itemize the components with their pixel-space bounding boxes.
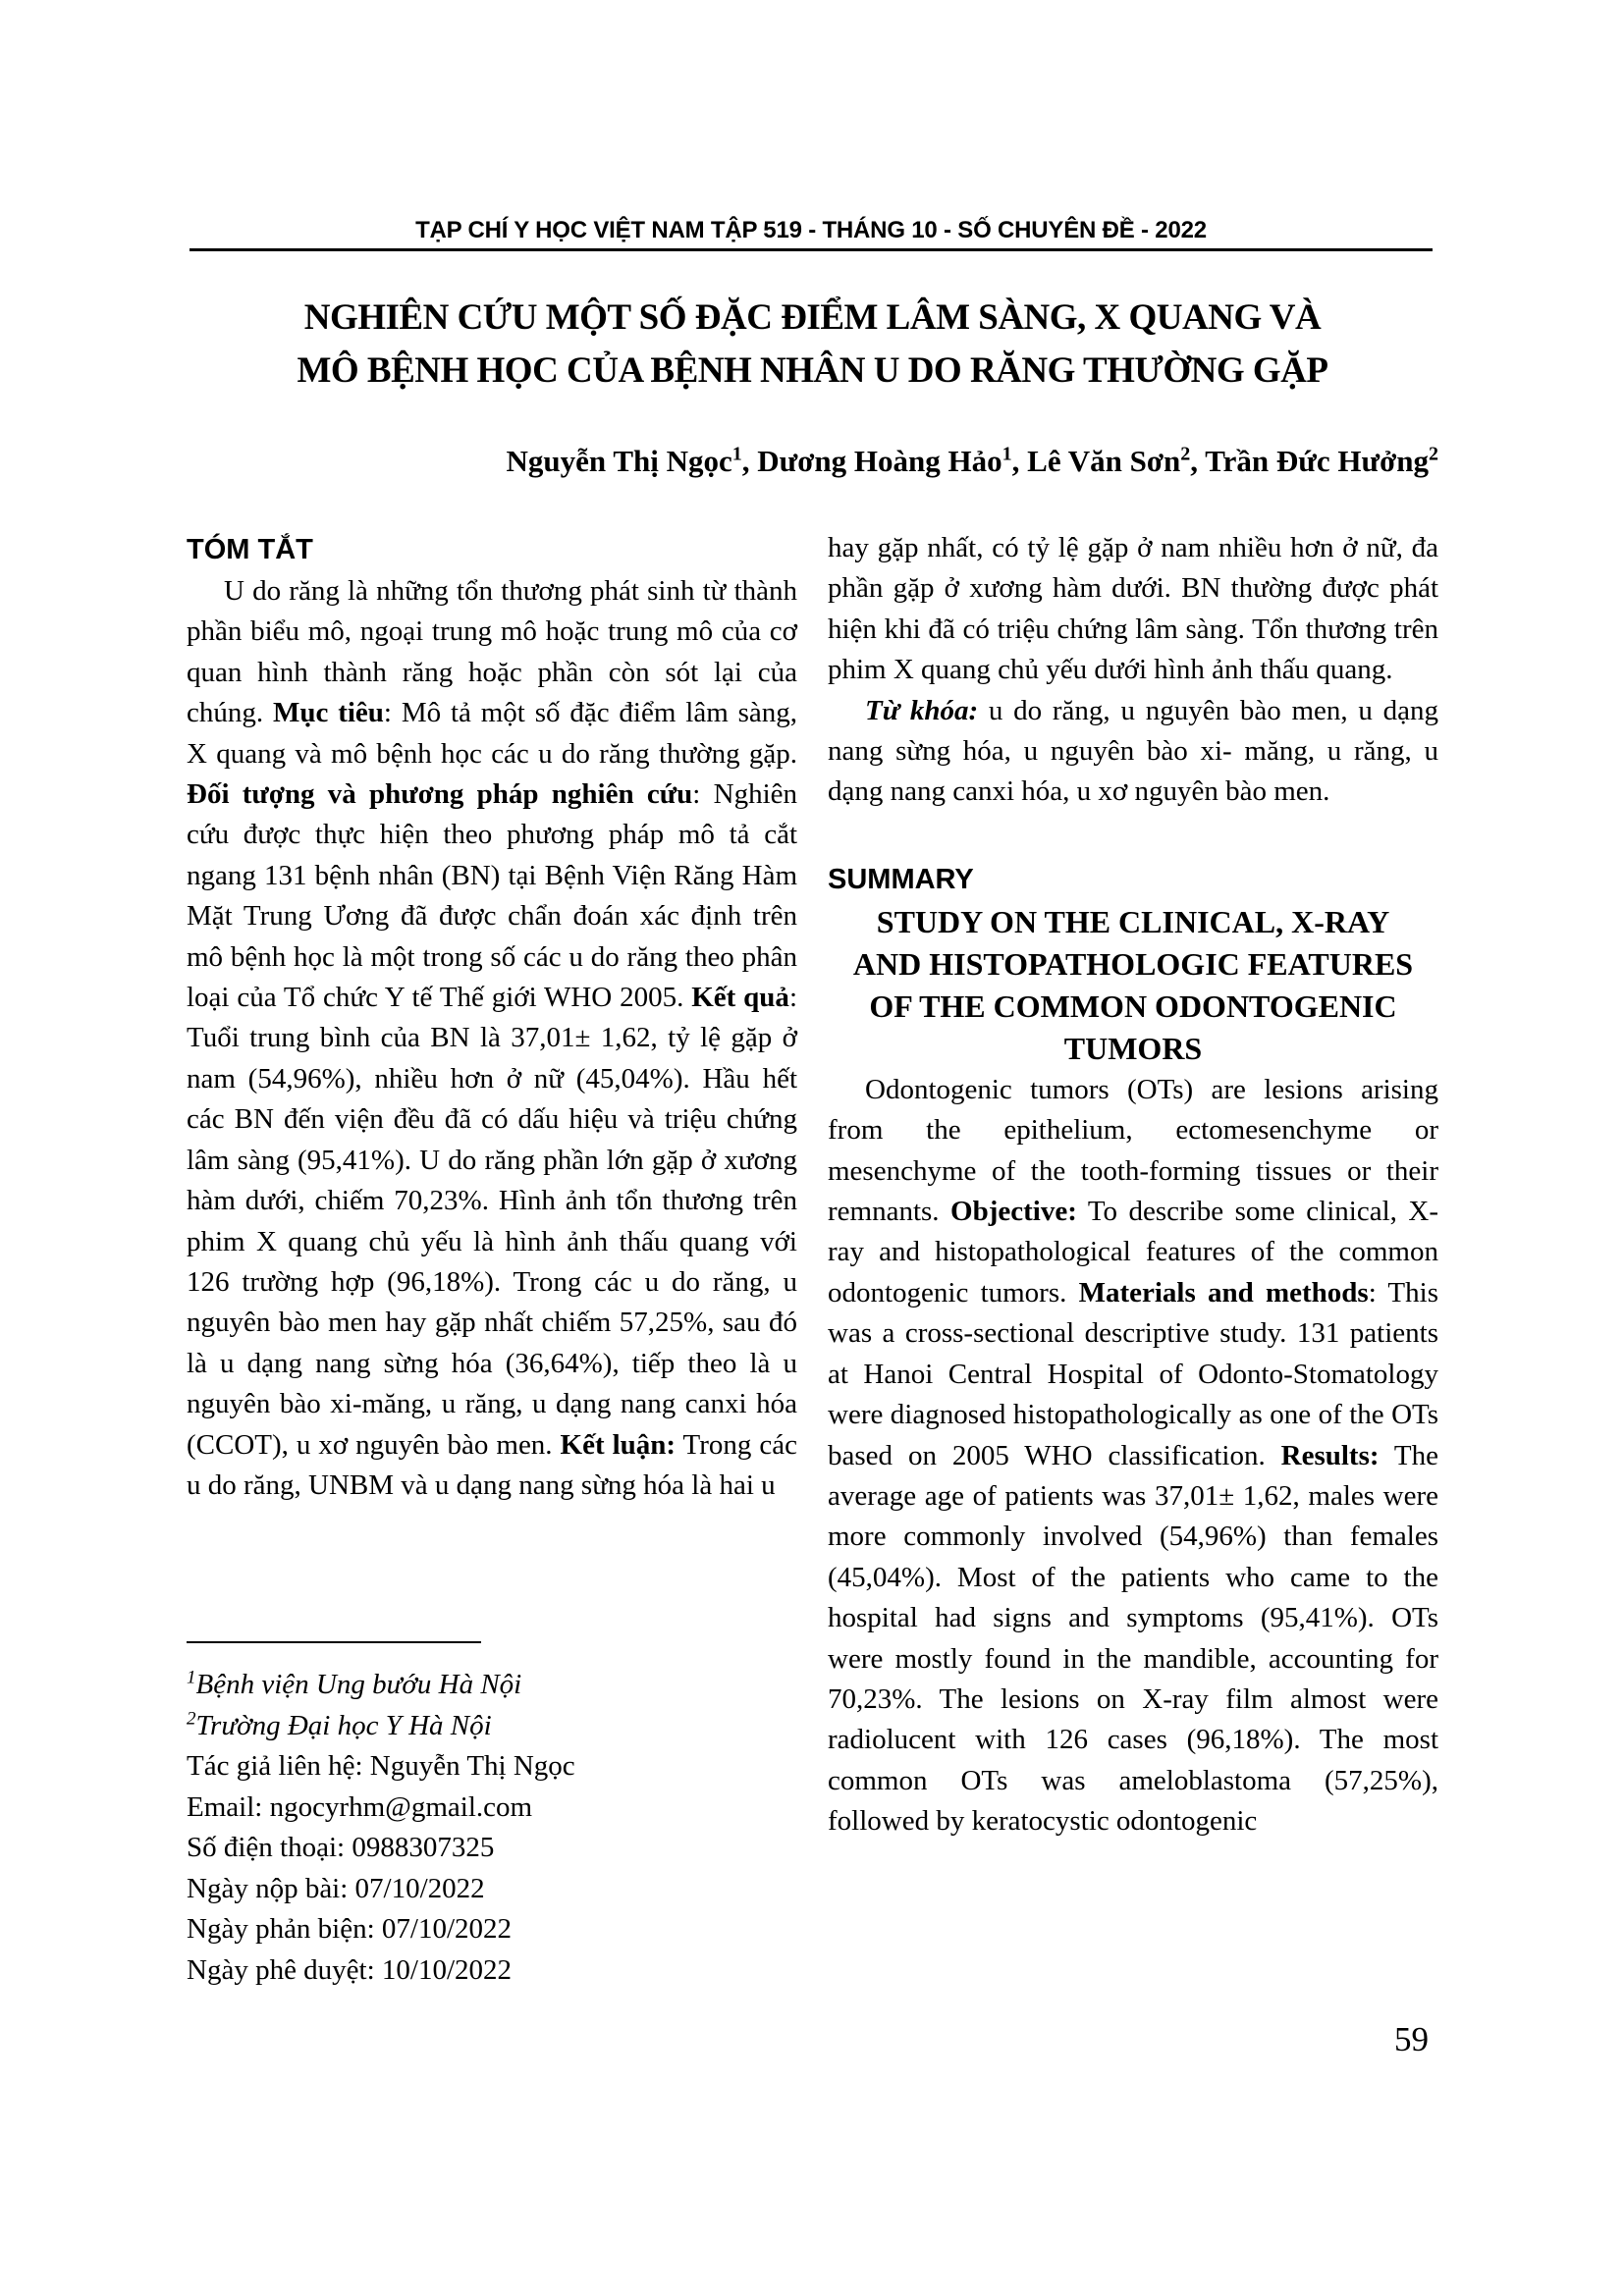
author-affiliation-ref: 1 (731, 443, 742, 465)
footnote-line: Số điện thoại: 0988307325 (187, 1832, 495, 1863)
summary-title-line-4: TUMORS (1063, 1030, 1203, 1066)
summary-title-line-3: OF THE COMMON ODONTOGENIC (869, 988, 1397, 1024)
text-segment: To describe some clinical, X-ray and histopathological features of the common odontogenic tumors. (828, 1196, 1438, 1308)
summary-column (828, 528, 1438, 1842)
author-name: Dương Hoàng Hảo (757, 444, 1002, 478)
summary-text (828, 1070, 1438, 1842)
journal-header: TẠP CHÍ Y HỌC VIỆT NAM TẬP 519 - THÁNG 10 - SỐ CHUYÊN ĐỀ - 2022 (189, 217, 1433, 251)
text-segment: : This was a cross-sectional descriptive study. 131 patients at Hanoi Central Hospital of Odonto-Stomatology were diagnosed histopathologically as one of the OTs based on 2005 WHO classification. (828, 1276, 1438, 1471)
footnote-ref: 2 (187, 1707, 196, 1729)
footnotes-block (187, 1641, 797, 1991)
text-segment: : Nghiên cứu được thực hiện theo phương pháp mô tả cắt ngang 131 bệnh nhân (BN) tại Bệnh Viện Răng Hàm Mặt Trung Ương đã được chẩn đoán xác định trên mô bệnh học là một trong số các u do răng theo phân loại của Tổ chức Y tế Thế giới WHO 2005. (187, 778, 797, 1014)
text-segment: Objective: (950, 1196, 1077, 1228)
text-segment: Materials and methods (1078, 1276, 1369, 1308)
footnote-line: Tác giả liên hệ: Nguyễn Thị Ngọc (187, 1750, 575, 1782)
article-title (187, 292, 1438, 398)
text-segment: Odontogenic tumors (OTs) are lesions arising from the epithelium, ectomesenchyme or mesenchyme of the tooth-forming tissues or their remnants. (828, 1073, 1438, 1228)
text-segment: Đối tượng và phương pháp nghiên cứu (187, 778, 693, 811)
summary-title (828, 901, 1438, 1070)
text-segment: Kết quả (691, 982, 789, 1014)
footnote-ref: 1 (187, 1667, 196, 1688)
text-segment: Trong các u do răng, UNBM và u dạng nang sừng hóa là hai u (187, 1428, 797, 1501)
author-name: Trần Đức Hưởng (1205, 444, 1429, 478)
abstract-continuation-text (828, 528, 1438, 691)
footnote-line: Ngày phản biện: 07/10/2022 (187, 1913, 513, 1945)
abstract-heading: TÓM TẮT (187, 534, 313, 565)
footnote-line: $^1$Bệnh viện Ung bướu Hà Nội (187, 1667, 522, 1700)
text-segment: Từ khóa: (865, 694, 979, 726)
summary-title-line-2: AND HISTOPATHOLOGIC FEATURES (852, 945, 1414, 982)
text-segment: U do răng là những tổn thương phát sinh từ thành phần biểu mô, ngoại trung mô hoặc trung mô của cơ quan hình thành răng hoặc phần còn sót lại của chúng. (187, 575, 797, 729)
article-title-line-1: NGHIÊN CỨU MỘT SỐ ĐẶC ĐIỂM LÂM SÀNG, X QUANG VÀ (303, 297, 1322, 338)
text-segment: The average age of patients was 37,01± 1,62, males were more commonly involved (54,96%) than females (45,04%). Most of the patients who came to the hospital had signs and symptoms (95,41%). OTs were mostly found in the mandible, accounting for 70,23%. The lesions on X-ray film almost were radiolucent with 126 cases (96,18%). The most common OTs was ameloblastoma (57,25%), followed by keratocystic odontogenic (828, 1439, 1438, 1838)
footnote-line: $^2$Trường Đại học Y Hà Nội (187, 1707, 492, 1741)
summary-heading: SUMMARY (828, 863, 974, 895)
text-segment: Results: (1280, 1439, 1380, 1471)
text-segment: hay gặp nhất, có tỷ lệ gặp ở nam nhiều hơn ở nữ, đa phần gặp ở xương hàm dưới. BN thường được phát hiện khi đã có triệu chứng lâm sàng. Tổn thương trên phim X quang chủ yếu dưới hình ảnh thấu quang. (828, 532, 1438, 686)
keywords-text (828, 691, 1438, 813)
author-affiliation-ref: 2 (1429, 443, 1438, 465)
authors-line: Nguyễn Thị Ngọc$^1$, Dương Hoàng Hảo$^1$, Lê Văn Sơn$^2$, Trần Đức Hưởng$^2$ (506, 443, 1438, 478)
text-segment: : Tuổi trung bình của BN là 37,01± 1,62, tỷ lệ gặp ở nam (54,96%), nhiều hơn ở nữ (45,04%). Hầu hết các BN đến viện đều đã có dấu hiệu và triệu chứng lâm sàng (95,41%). U do răng phần lớn gặp ở xương hàm dưới, chiếm 70,23%. Hình ảnh tổn thương trên phim X quang chủ yếu là hình ảnh thấu quang với 126 trường hợp (96,18%). Trong các u do răng, u nguyên bào men hay gặp nhất chiếm 57,25%, sau đó là u dạng nang sừng hóa (36,64%), tiếp theo là u nguyên bào xi-măng, u răng, u dạng nang canxi hóa (CCOT), u xơ nguyên bào men. (187, 982, 797, 1461)
footnote-lines (187, 1665, 797, 1991)
article-title-line-2: MÔ BỆNH HỌC CỦA BỆNH NHÂN U DO RĂNG THƯỜNG GẶP (297, 350, 1328, 391)
author-name: Lê Văn Sơn (1027, 444, 1181, 478)
text-segment: Mục tiêu (272, 697, 384, 729)
abstract-column (187, 528, 797, 1506)
text-segment: : Mô tả một số đặc điểm lâm sàng, X quang và mô bệnh học các u do răng thường gặp. (187, 697, 798, 770)
author-affiliation-ref: 1 (1001, 443, 1012, 465)
text-segment: Kết luận: (560, 1428, 677, 1461)
abstract-text (187, 571, 797, 1506)
footnote-separator (187, 1641, 481, 1643)
summary-title-line-1: STUDY ON THE CLINICAL, X-RAY (876, 903, 1390, 939)
footnote-line: Ngày nộp bài: 07/10/2022 (187, 1872, 485, 1904)
author-name: Nguyễn Thị Ngọc (506, 444, 732, 478)
author-affiliation-ref: 2 (1180, 443, 1191, 465)
text-segment: u do răng, u nguyên bào men, u dạng nang sừng hóa, u nguyên bào xi- măng, u răng, u dạng nang canxi hóa, u xơ nguyên bào men. (828, 694, 1439, 808)
page-number: 59 (1394, 2020, 1429, 2058)
footnote-line: Ngày phê duyệt: 10/10/2022 (187, 1953, 513, 1986)
footnote-line: Email: ngocyrhm@gmail.com (187, 1790, 533, 1823)
